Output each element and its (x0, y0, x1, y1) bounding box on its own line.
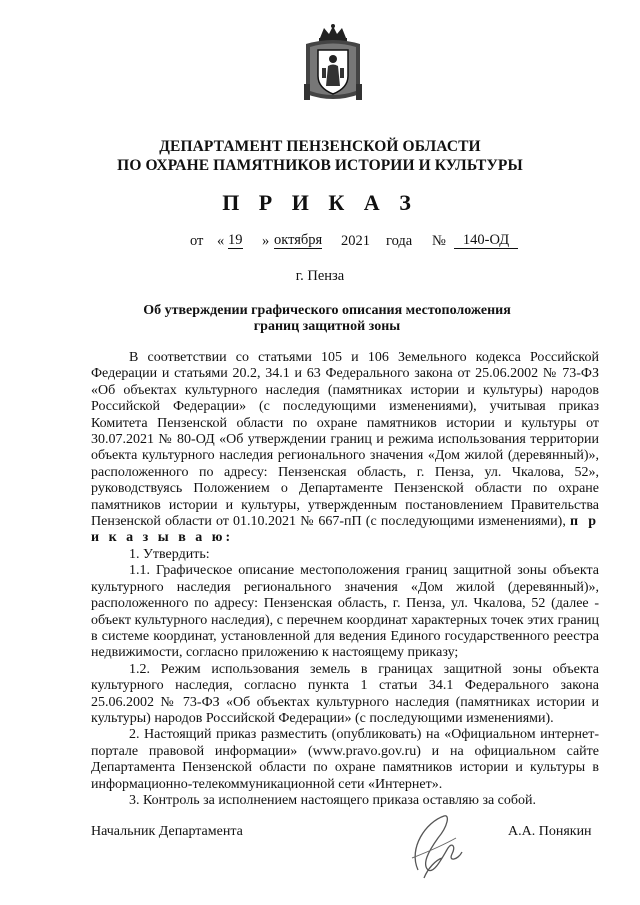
quote-close: » (262, 233, 270, 249)
document-type-heading: П Р И К А З (222, 190, 418, 215)
paragraph-item-1: 1. Утвердить: (129, 546, 210, 562)
department-name-line2: ПО ОХРАНЕ ПАМЯТНИКОВ ИСТОРИИ И КУЛЬТУРЫ (117, 157, 523, 174)
paragraph-item-2: 2. Настоящий приказ разместить (опубликовать) на «Официальном интернет-портале правовой информации» (www.pravo.gov.ru) и на официальном сайте Департамента Пензенской области по охране памятников истории и культуры в информационно-телекоммуникационной сети «Интернет». (91, 727, 599, 792)
department-name-line1: ДЕПАРТАМЕНТ ПЕНЗЕНСКОЙ ОБЛАСТИ (159, 138, 481, 155)
order-body (91, 350, 599, 809)
city: г. Пенза (295, 268, 345, 284)
order-title: Об утверждении графического описания местоположения границ защитной зоны (143, 303, 511, 334)
order-year: 2021 (341, 233, 370, 249)
signatory-name: А.А. Понякин (508, 824, 592, 839)
order-verb: п р и к а з ы в а ю: (91, 514, 600, 546)
order-day: 19 (228, 232, 243, 248)
paragraph-item-1-2: 1.2. Режим использования земель в границах защитной зоны объекта культурного наследия, согласно пункта 1 статьи 34.1 Федерального закона 25.06.2002 № 73-ФЗ «Об объектах культурного наследия (памятниках истории и культуры) народов Российской Федерации» (с последующими изменениями). (91, 661, 599, 726)
date-prefix: от (190, 233, 204, 249)
quote-open: « (217, 233, 225, 249)
order-number: 140-ОД (454, 233, 518, 249)
coat-of-arms-icon (302, 24, 364, 102)
paragraph-preamble (91, 350, 599, 547)
order-month: октября (274, 232, 323, 248)
signatory-position: Начальник Департамента (91, 824, 243, 839)
paragraph-item-1-1: 1.1. Графическое описание местоположения границ защитной зоны объекта культурного наследия регионального значения «Дом жилой (деревянный)», расположенного по адресу: Пензенская область, г. Пенза, ул. Чкалова, 52 (далее - объект культурного наследия), с перечнем координат характерных точек этих границ в системе координат, установленной для ведения Единого государственного реестра недвижимости, согласно приложению к настоящему приказу; (91, 563, 599, 661)
year-word: года (386, 233, 413, 249)
handwritten-signature-icon (398, 808, 478, 880)
paragraph-item-3: 3. Контроль за исполнением настоящего приказа оставляю за собой. (129, 792, 537, 808)
preamble-text: В соответствии со статьями 105 и 106 Земельного кодекса Российской Федерации и статьями 20.2, 34.1 и 63 Федерального закона от 25.06.2002 № 73-ФЗ «Об объектах культурного наследия (памятниках истории и культуры) народов Российской Федерации» (с последующими изменениями), учитывая приказ Комитета Пензенской области по охране памятников истории и культуры от 30.07.2021 № 80-ОД «Об утверждении границ и режима использования территории объекта культурного наследия регионального значения «Дом жилой (деревянный)», расположенного по адресу: Пензенская область, г. Пенза, ул. Чкалова, 52», руководствуясь Положением о Департаменте Пензенской области по охране памятников истории и культуры, утвержденным постановлением Правительства Пензенской области от 01.10.2021 № 667-пП (с последующими изменениями), (91, 350, 599, 530)
number-sign: № (432, 233, 446, 249)
